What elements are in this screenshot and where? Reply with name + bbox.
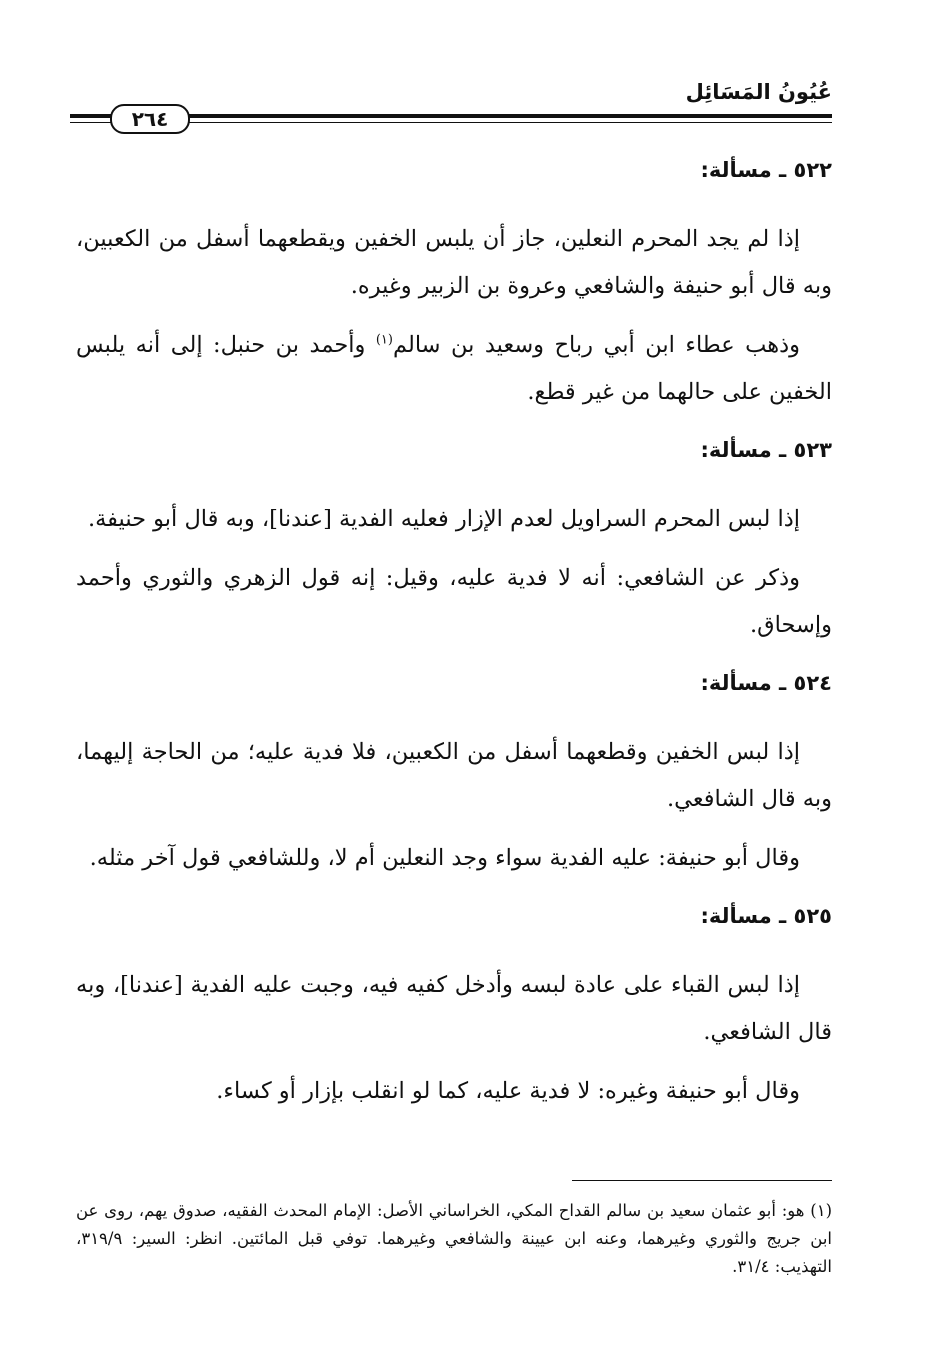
- main-text: [76, 148, 832, 1127]
- section-522: [76, 148, 832, 192]
- paragraph: إذا لم يجد المحرم النعلين، جاز أن يلبس الخفين ويقطعهما أسفل من الكعبين، وبه قال أبو حنيفة والشافعي وعروة بن الزبير وغيره.: [76, 226, 832, 299]
- footnote-1: (١) هو: أبو عثمان سعيد بن سالم القداح المكي، الخراساني الأصل: الإمام المحدث الفقيه، صدوق يهم، روى عن ابن جريج والثوري وغيرهما، وعنه ابن عيينة والشافعي وغيرهما. توفي قبل المائتين. انظر: السير: ٣١٩/٩، التهذيب: ٣١/٤.: [76, 1201, 832, 1276]
- issue-heading: ٥٢٢ ـ مسألة:: [700, 158, 832, 182]
- paragraph: وقال أبو حنيفة: عليه الفدية سواء وجد النعلين أم لا، وللشافعي قول آخر مثله.: [89, 845, 800, 871]
- paragraph: وقال أبو حنيفة وغيره: لا فدية عليه، كما لو انقلب بإزار أو كساء.: [216, 1078, 800, 1104]
- paragraph: إذا لبس الخفين وقطعهما أسفل من الكعبين، فلا فدية عليه؛ من الحاجة إليهما، وبه قال الشافعي.: [76, 739, 832, 812]
- issue-heading: ٥٢٣ ـ مسألة:: [700, 438, 832, 462]
- footnote-separator: [572, 1180, 832, 1181]
- section-524: [76, 661, 832, 705]
- issue-heading: ٥٢٥ ـ مسألة:: [700, 904, 832, 928]
- running-title: عُيُونُ المَسَائِل: [685, 80, 832, 104]
- paragraph-part: وذهب عطاء ابن أبي رباح وسعيد بن سالم: [392, 332, 800, 358]
- paragraph: إذا لبس المحرم السراويل لعدم الإزار فعليه الفدية [عندنا]، وبه قال أبو حنيفة.: [87, 506, 800, 532]
- section-523: [76, 428, 832, 472]
- section-525: [76, 894, 832, 938]
- page-number: ٢٦٤: [110, 104, 190, 134]
- footnotes: [76, 1180, 832, 1281]
- footnote-reference: (١): [375, 332, 393, 348]
- paragraph: وذكر عن الشافعي: أنه لا فدية عليه، وقيل: إنه قول الزهري والثوري وأحمد وإسحاق.: [76, 565, 832, 638]
- paragraph: إذا لبس القباء على عادة لبسه وأدخل كفيه فيه، وجبت عليه الفدية [عندنا]، وبه قال الشافعي.: [76, 972, 832, 1045]
- paragraph-part: وأحمد بن حنبل: إلى أنه يلبس الخفين على حالهما من غير قطع.: [76, 332, 832, 405]
- page-header: [70, 78, 832, 138]
- issue-heading: ٥٢٤ ـ مسألة:: [700, 671, 832, 695]
- paragraph-with-footnote: [76, 322, 832, 416]
